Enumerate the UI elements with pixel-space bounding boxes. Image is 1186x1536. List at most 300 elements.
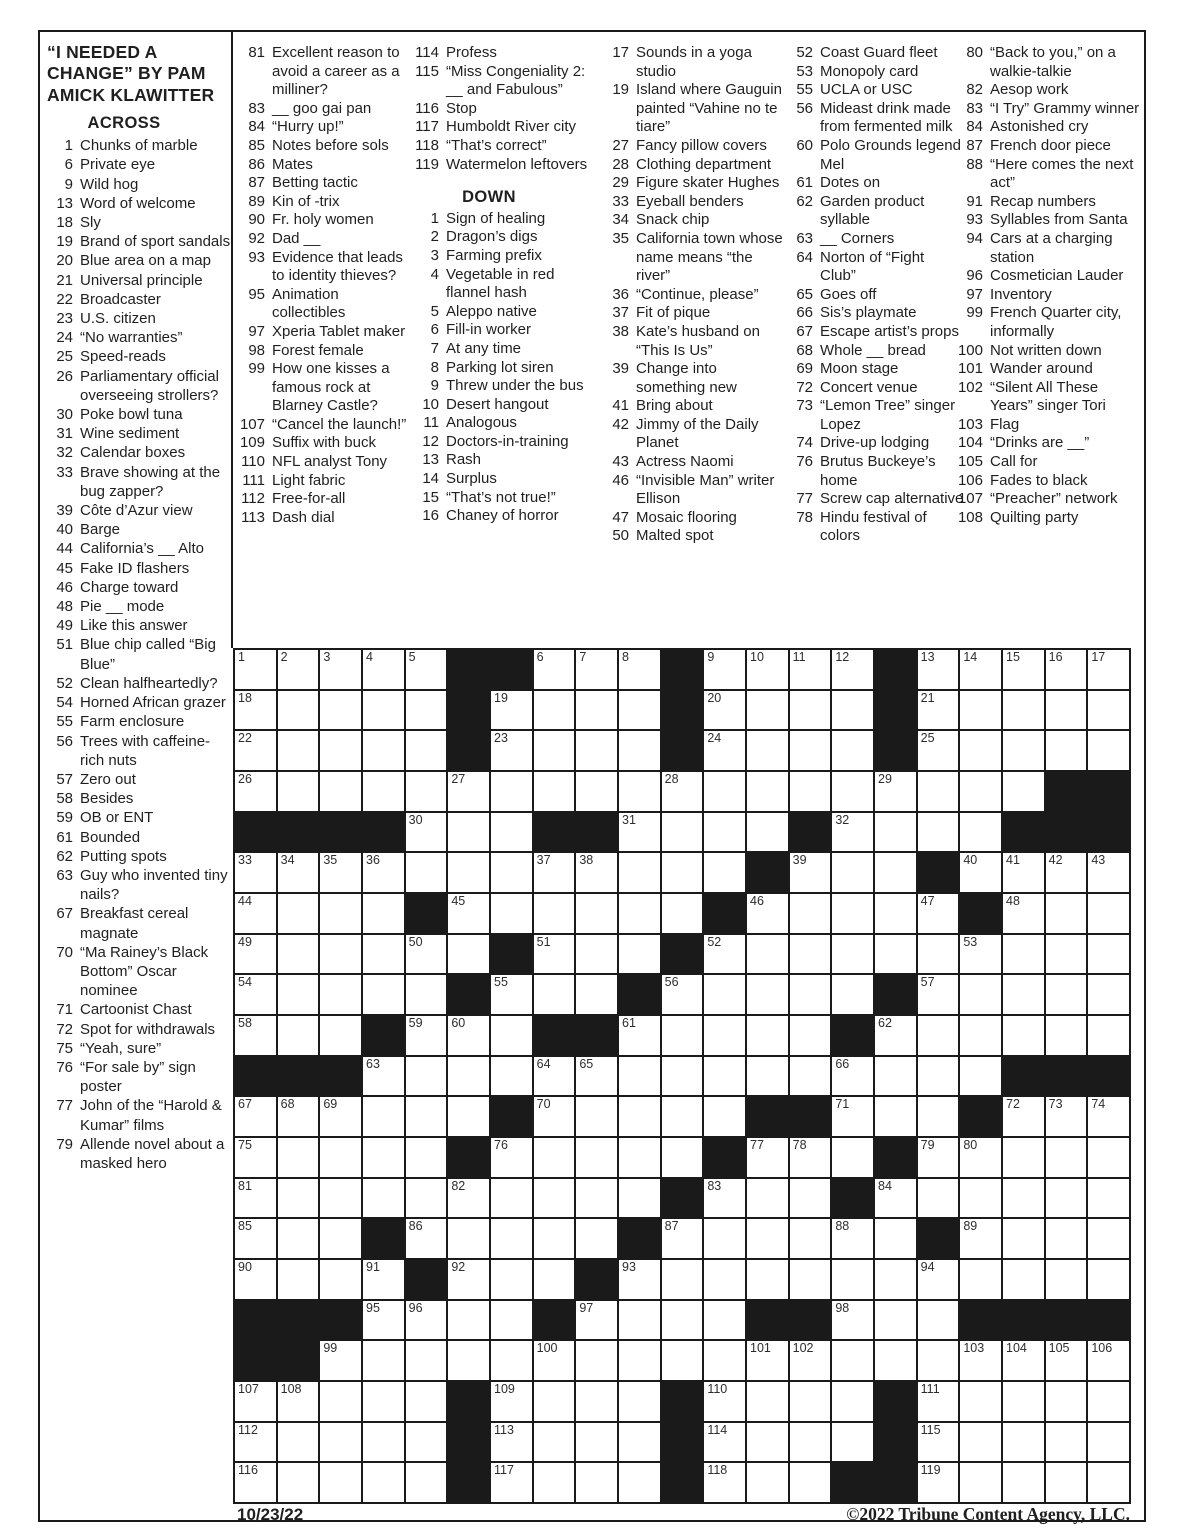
grid-cell[interactable] [576,1423,617,1462]
grid-cell[interactable] [619,1260,660,1299]
grid-cell[interactable] [832,1260,873,1299]
grid-cell[interactable] [960,1179,1001,1218]
grid-cell[interactable] [363,650,404,689]
grid-cell[interactable] [1088,894,1129,933]
grid-cell[interactable] [1046,731,1087,770]
grid-cell[interactable] [704,1219,745,1258]
grid-cell[interactable] [1088,1423,1129,1462]
grid-cell[interactable] [235,894,276,933]
grid-cell[interactable] [278,1260,319,1299]
grid-cell[interactable] [576,691,617,730]
grid-cell[interactable] [918,935,959,974]
grid-cell[interactable] [960,1382,1001,1421]
grid-cell[interactable] [278,1423,319,1462]
grid-cell[interactable] [832,853,873,892]
grid-cell[interactable] [235,1260,276,1299]
grid-cell[interactable] [576,935,617,974]
grid-cell[interactable] [790,650,831,689]
grid-cell[interactable] [235,1423,276,1462]
grid-cell[interactable] [960,1463,1001,1502]
grid-cell[interactable] [790,731,831,770]
grid-cell[interactable] [619,894,660,933]
grid-cell[interactable] [320,1260,361,1299]
grid-cell[interactable] [1046,935,1087,974]
grid-cell[interactable] [790,1057,831,1096]
grid-cell[interactable] [619,1097,660,1136]
grid-cell[interactable] [960,975,1001,1014]
grid-cell[interactable] [406,853,447,892]
grid-cell[interactable] [576,1341,617,1380]
grid-cell[interactable] [1088,1219,1129,1258]
grid-cell[interactable] [278,772,319,811]
grid-cell[interactable] [832,650,873,689]
grid-cell[interactable] [918,813,959,852]
grid-cell[interactable] [1088,975,1129,1014]
grid-cell[interactable] [235,935,276,974]
grid-cell[interactable] [491,894,532,933]
grid-cell[interactable] [832,691,873,730]
grid-cell[interactable] [1003,975,1044,1014]
grid-cell[interactable] [747,1260,788,1299]
grid-cell[interactable] [534,1423,575,1462]
grid-cell[interactable] [1088,1097,1129,1136]
grid-cell[interactable] [790,975,831,1014]
grid-cell[interactable] [491,1341,532,1380]
grid-cell[interactable] [662,772,703,811]
grid-cell[interactable] [406,1341,447,1380]
grid-cell[interactable] [534,1260,575,1299]
grid-cell[interactable] [235,1463,276,1502]
grid-cell[interactable] [363,1138,404,1177]
grid-cell[interactable] [534,1219,575,1258]
grid-cell[interactable] [704,1057,745,1096]
grid-cell[interactable] [918,894,959,933]
grid-cell[interactable] [790,1179,831,1218]
grid-cell[interactable] [1003,772,1044,811]
grid-cell[interactable] [704,1463,745,1502]
grid-cell[interactable] [1003,1097,1044,1136]
grid-cell[interactable] [491,1057,532,1096]
grid-cell[interactable] [747,772,788,811]
grid-cell[interactable] [534,731,575,770]
grid-cell[interactable] [1046,975,1087,1014]
grid-cell[interactable] [832,935,873,974]
grid-cell[interactable] [320,975,361,1014]
grid-cell[interactable] [1003,1423,1044,1462]
grid-cell[interactable] [363,1179,404,1218]
grid-cell[interactable] [363,691,404,730]
grid-cell[interactable] [491,731,532,770]
grid-cell[interactable] [278,853,319,892]
grid-cell[interactable] [619,772,660,811]
grid-cell[interactable] [662,853,703,892]
grid-cell[interactable] [832,1219,873,1258]
grid-cell[interactable] [875,935,916,974]
grid-cell[interactable] [790,691,831,730]
grid-cell[interactable] [747,1057,788,1096]
grid-cell[interactable] [832,1138,873,1177]
grid-cell[interactable] [918,1138,959,1177]
grid-cell[interactable] [1046,1138,1087,1177]
grid-cell[interactable] [320,1423,361,1462]
grid-cell[interactable] [790,1382,831,1421]
grid-cell[interactable] [1046,1341,1087,1380]
grid-cell[interactable] [1003,1260,1044,1299]
grid-cell[interactable] [448,1016,489,1055]
grid-cell[interactable] [363,731,404,770]
grid-cell[interactable] [960,1260,1001,1299]
grid-cell[interactable] [704,975,745,1014]
grid-cell[interactable] [790,894,831,933]
grid-cell[interactable] [363,1382,404,1421]
grid-cell[interactable] [790,1423,831,1462]
grid-cell[interactable] [747,975,788,1014]
grid-cell[interactable] [491,1219,532,1258]
grid-cell[interactable] [363,853,404,892]
grid-cell[interactable] [1046,1179,1087,1218]
grid-cell[interactable] [491,1260,532,1299]
grid-cell[interactable] [1088,1179,1129,1218]
grid-cell[interactable] [363,975,404,1014]
grid-cell[interactable] [619,1301,660,1340]
grid-cell[interactable] [448,1219,489,1258]
grid-cell[interactable] [875,1179,916,1218]
grid-cell[interactable] [235,975,276,1014]
grid-cell[interactable] [747,1179,788,1218]
grid-cell[interactable] [704,691,745,730]
grid-cell[interactable] [320,1179,361,1218]
grid-cell[interactable] [960,1138,1001,1177]
grid-cell[interactable] [619,1463,660,1502]
grid-cell[interactable] [875,813,916,852]
grid-cell[interactable] [619,853,660,892]
grid-cell[interactable] [832,1341,873,1380]
grid-cell[interactable] [619,691,660,730]
grid-cell[interactable] [960,935,1001,974]
grid-cell[interactable] [1003,894,1044,933]
grid-cell[interactable] [320,1016,361,1055]
grid-cell[interactable] [448,772,489,811]
grid-cell[interactable] [363,1423,404,1462]
grid-cell[interactable] [1088,1341,1129,1380]
grid-cell[interactable] [662,813,703,852]
grid-cell[interactable] [278,691,319,730]
grid-cell[interactable] [278,1463,319,1502]
grid-cell[interactable] [875,1097,916,1136]
grid-cell[interactable] [406,731,447,770]
grid-cell[interactable] [1003,1463,1044,1502]
grid-cell[interactable] [790,1016,831,1055]
grid-cell[interactable] [1003,1138,1044,1177]
grid-cell[interactable] [576,1382,617,1421]
grid-cell[interactable] [918,1341,959,1380]
grid-cell[interactable] [491,1423,532,1462]
grid-cell[interactable] [747,1219,788,1258]
grid-cell[interactable] [918,691,959,730]
grid-cell[interactable] [704,1260,745,1299]
grid-cell[interactable] [448,813,489,852]
grid-cell[interactable] [960,1341,1001,1380]
grid-cell[interactable] [960,731,1001,770]
grid-cell[interactable] [960,1057,1001,1096]
grid-cell[interactable] [704,1341,745,1380]
grid-cell[interactable] [662,1219,703,1258]
grid-cell[interactable] [662,1057,703,1096]
grid-cell[interactable] [790,1341,831,1380]
grid-cell[interactable] [832,772,873,811]
grid-cell[interactable] [832,975,873,1014]
grid-cell[interactable] [704,935,745,974]
grid-cell[interactable] [960,691,1001,730]
grid-cell[interactable] [406,691,447,730]
grid-cell[interactable] [1046,1260,1087,1299]
grid-cell[interactable] [1046,1097,1087,1136]
grid-cell[interactable] [875,1219,916,1258]
grid-cell[interactable] [1003,935,1044,974]
grid-cell[interactable] [619,650,660,689]
grid-cell[interactable] [662,894,703,933]
grid-cell[interactable] [406,1138,447,1177]
grid-cell[interactable] [1088,731,1129,770]
grid-cell[interactable] [491,1463,532,1502]
grid-cell[interactable] [491,853,532,892]
grid-cell[interactable] [320,935,361,974]
grid-cell[interactable] [278,1097,319,1136]
grid-cell[interactable] [320,894,361,933]
grid-cell[interactable] [576,731,617,770]
grid-cell[interactable] [1046,1382,1087,1421]
grid-cell[interactable] [1088,650,1129,689]
grid-cell[interactable] [320,731,361,770]
grid-cell[interactable] [534,1057,575,1096]
grid-cell[interactable] [235,1219,276,1258]
grid-cell[interactable] [534,772,575,811]
grid-cell[interactable] [278,650,319,689]
grid-cell[interactable] [491,813,532,852]
grid-cell[interactable] [1003,1016,1044,1055]
grid-cell[interactable] [1088,935,1129,974]
grid-cell[interactable] [918,1057,959,1096]
grid-cell[interactable] [448,1341,489,1380]
grid-cell[interactable] [662,975,703,1014]
grid-cell[interactable] [1046,650,1087,689]
grid-cell[interactable] [448,935,489,974]
grid-cell[interactable] [534,894,575,933]
grid-cell[interactable] [832,1057,873,1096]
grid-cell[interactable] [875,1057,916,1096]
grid-cell[interactable] [747,1016,788,1055]
grid-cell[interactable] [747,1382,788,1421]
grid-cell[interactable] [662,1260,703,1299]
grid-cell[interactable] [960,853,1001,892]
grid-cell[interactable] [406,650,447,689]
grid-cell[interactable] [960,1219,1001,1258]
grid-cell[interactable] [448,894,489,933]
grid-cell[interactable] [790,1260,831,1299]
grid-cell[interactable] [576,1301,617,1340]
grid-cell[interactable] [918,1097,959,1136]
grid-cell[interactable] [448,1179,489,1218]
grid-cell[interactable] [704,731,745,770]
grid-cell[interactable] [278,975,319,1014]
grid-cell[interactable] [1003,1219,1044,1258]
grid-cell[interactable] [747,731,788,770]
grid-cell[interactable] [235,853,276,892]
grid-cell[interactable] [747,935,788,974]
grid-cell[interactable] [363,772,404,811]
grid-cell[interactable] [448,1301,489,1340]
grid-cell[interactable] [619,1138,660,1177]
grid-cell[interactable] [448,1260,489,1299]
grid-cell[interactable] [619,1341,660,1380]
grid-cell[interactable] [534,853,575,892]
grid-cell[interactable] [747,1138,788,1177]
grid-cell[interactable] [832,731,873,770]
grid-cell[interactable] [363,1260,404,1299]
grid-cell[interactable] [278,1219,319,1258]
grid-cell[interactable] [576,650,617,689]
grid-cell[interactable] [918,1382,959,1421]
grid-cell[interactable] [320,1341,361,1380]
grid-cell[interactable] [619,813,660,852]
grid-cell[interactable] [576,1097,617,1136]
grid-cell[interactable] [235,650,276,689]
grid-cell[interactable] [704,1301,745,1340]
grid-cell[interactable] [747,1463,788,1502]
grid-cell[interactable] [619,1382,660,1421]
grid-cell[interactable] [918,650,959,689]
grid-cell[interactable] [576,1219,617,1258]
grid-cell[interactable] [320,1382,361,1421]
grid-cell[interactable] [363,1463,404,1502]
grid-cell[interactable] [790,853,831,892]
grid-cell[interactable] [875,1341,916,1380]
grid-cell[interactable] [491,975,532,1014]
grid-cell[interactable] [918,772,959,811]
grid-cell[interactable] [406,813,447,852]
grid-cell[interactable] [278,935,319,974]
grid-cell[interactable] [832,1097,873,1136]
grid-cell[interactable] [406,1016,447,1055]
grid-cell[interactable] [320,650,361,689]
grid-cell[interactable] [406,1057,447,1096]
grid-cell[interactable] [491,1138,532,1177]
grid-cell[interactable] [1088,853,1129,892]
grid-cell[interactable] [918,975,959,1014]
grid-cell[interactable] [320,853,361,892]
grid-cell[interactable] [790,1138,831,1177]
grid-cell[interactable] [235,691,276,730]
grid-cell[interactable] [534,935,575,974]
grid-cell[interactable] [235,1016,276,1055]
grid-cell[interactable] [363,1097,404,1136]
grid-cell[interactable] [875,853,916,892]
grid-cell[interactable] [363,1057,404,1096]
grid-cell[interactable] [534,1097,575,1136]
grid-cell[interactable] [534,975,575,1014]
grid-cell[interactable] [1003,1179,1044,1218]
grid-cell[interactable] [534,650,575,689]
grid-cell[interactable] [1046,1016,1087,1055]
grid-cell[interactable] [406,1301,447,1340]
grid-cell[interactable] [448,1097,489,1136]
grid-cell[interactable] [576,1179,617,1218]
grid-cell[interactable] [491,691,532,730]
grid-cell[interactable] [704,1423,745,1462]
grid-cell[interactable] [320,1138,361,1177]
grid-cell[interactable] [1088,1138,1129,1177]
grid-cell[interactable] [491,1382,532,1421]
grid-cell[interactable] [534,1138,575,1177]
grid-cell[interactable] [1046,1423,1087,1462]
grid-cell[interactable] [662,1341,703,1380]
grid-cell[interactable] [534,1341,575,1380]
grid-cell[interactable] [1088,1260,1129,1299]
grid-cell[interactable] [662,1097,703,1136]
grid-cell[interactable] [790,1463,831,1502]
grid-cell[interactable] [747,691,788,730]
grid-cell[interactable] [576,1463,617,1502]
grid-cell[interactable] [704,772,745,811]
grid-cell[interactable] [875,1016,916,1055]
grid-cell[interactable] [619,935,660,974]
grid-cell[interactable] [320,1097,361,1136]
grid-cell[interactable] [832,1382,873,1421]
grid-cell[interactable] [576,1057,617,1096]
grid-cell[interactable] [320,691,361,730]
grid-cell[interactable] [1003,650,1044,689]
grid-cell[interactable] [491,1179,532,1218]
grid-cell[interactable] [406,1423,447,1462]
grid-cell[interactable] [406,1219,447,1258]
grid-cell[interactable] [790,1219,831,1258]
grid-cell[interactable] [960,813,1001,852]
grid-cell[interactable] [960,1016,1001,1055]
grid-cell[interactable] [576,853,617,892]
grid-cell[interactable] [747,894,788,933]
grid-cell[interactable] [875,894,916,933]
grid-cell[interactable] [1088,1463,1129,1502]
grid-cell[interactable] [918,1463,959,1502]
grid-cell[interactable] [320,1219,361,1258]
grid-cell[interactable] [747,813,788,852]
grid-cell[interactable] [918,1301,959,1340]
grid-cell[interactable] [1003,1382,1044,1421]
grid-cell[interactable] [320,1463,361,1502]
grid-cell[interactable] [363,935,404,974]
grid-cell[interactable] [619,1179,660,1218]
grid-cell[interactable] [320,772,361,811]
grid-cell[interactable] [491,1016,532,1055]
grid-cell[interactable] [1088,1382,1129,1421]
grid-cell[interactable] [1046,1463,1087,1502]
grid-cell[interactable] [235,1382,276,1421]
grid-cell[interactable] [875,1301,916,1340]
grid-cell[interactable] [662,1138,703,1177]
grid-cell[interactable] [619,1057,660,1096]
grid-cell[interactable] [278,1179,319,1218]
grid-cell[interactable] [704,853,745,892]
grid-cell[interactable] [747,650,788,689]
grid-cell[interactable] [406,1097,447,1136]
grid-cell[interactable] [704,650,745,689]
grid-cell[interactable] [534,691,575,730]
grid-cell[interactable] [1046,1219,1087,1258]
grid-cell[interactable] [1088,1016,1129,1055]
grid-cell[interactable] [619,1423,660,1462]
grid-cell[interactable] [278,1138,319,1177]
grid-cell[interactable] [406,1179,447,1218]
